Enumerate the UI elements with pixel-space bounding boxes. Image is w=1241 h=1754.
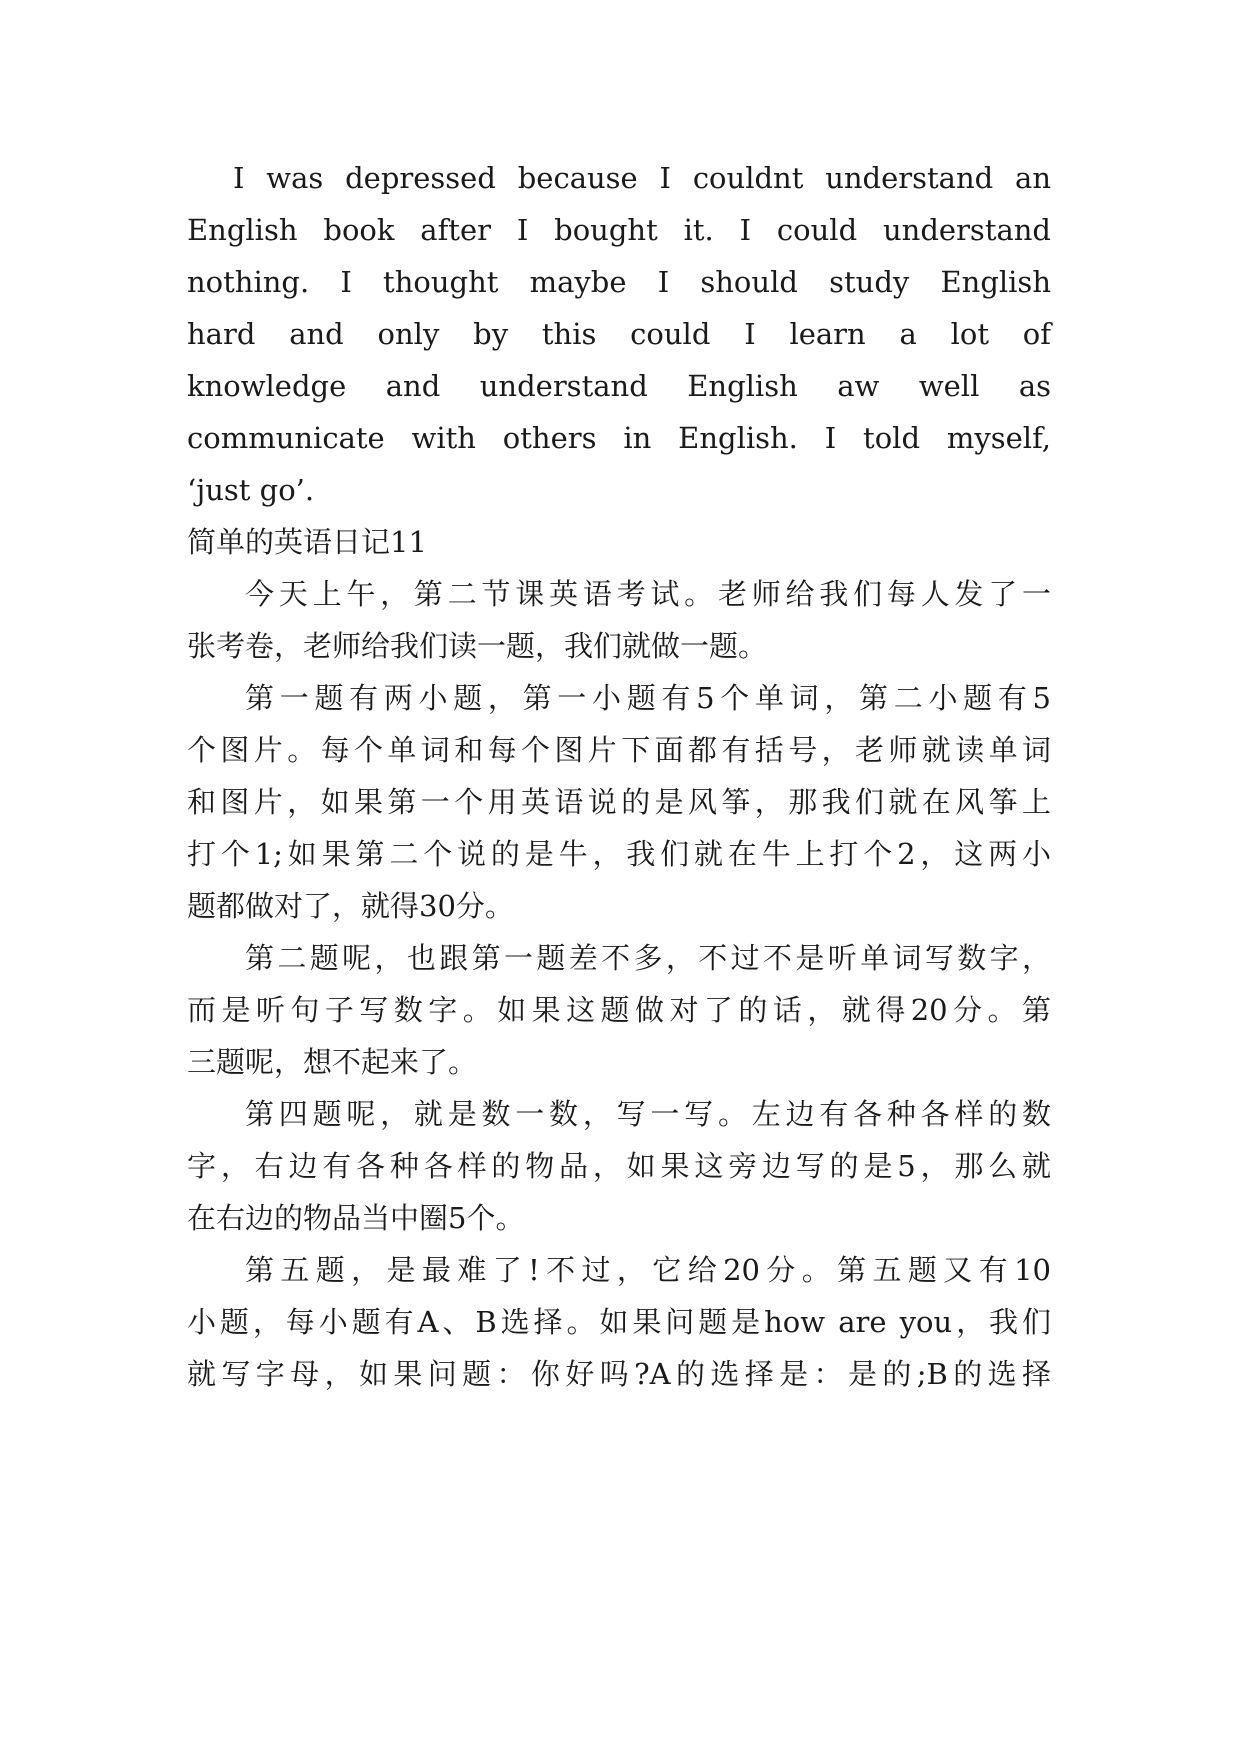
english-line-1: I was depressed because I couldnt understand an	[233, 161, 1051, 195]
paragraph-1-line-1: 今天上午，第二节课英语考试。老师给我们每人发了一	[245, 577, 1051, 611]
paragraph-5-line-3: 就写字母，如果问题：你好吗?A的选择是：是的;B的选择	[187, 1357, 1051, 1391]
paragraph-5-line-2: 小题，每小题有A、B选择。如果问题是how are you，我们	[187, 1305, 1051, 1339]
english-line-5: knowledge and understand English aw well as	[187, 369, 1051, 403]
paragraph-2-line-4: 打个1;如果第二个说的是牛，我们就在牛上打个2，这两小	[187, 837, 1051, 871]
paragraph-2-line-5: 题都做对了，就得30分。	[187, 889, 514, 923]
paragraph-4-line-1: 第四题呢，就是数一数，写一写。左边有各种各样的数	[245, 1097, 1051, 1131]
paragraph-2-line-3: 和图片，如果第一个用英语说的是风筝，那我们就在风筝上	[187, 785, 1051, 819]
paragraph-4-line-3: 在右边的物品当中圈5个。	[187, 1201, 525, 1235]
english-line-6: communicate with others in English. I told myself,	[187, 421, 1051, 455]
english-line-3: nothing. I thought maybe I should study English	[187, 265, 1051, 299]
section-heading: 简单的英语日记11	[187, 525, 427, 559]
paragraph-3-line-2: 而是听句子写数字。如果这题做对了的话，就得20分。第	[187, 993, 1051, 1027]
paragraph-5-line-1: 第五题，是最难了!不过，它给20分。第五题又有10	[245, 1253, 1051, 1287]
paragraph-2-line-2: 个图片。每个单词和每个图片下面都有括号，老师就读单词	[187, 733, 1051, 767]
paragraph-3-line-1: 第二题呢，也跟第一题差不多，不过不是听单词写数字，	[245, 941, 1051, 975]
paragraph-1-line-2: 张考卷，老师给我们读一题，我们就做一题。	[187, 629, 768, 663]
paragraph-3-line-3: 三题呢，想不起来了。	[187, 1045, 478, 1079]
paragraph-2-line-1: 第一题有两小题，第一小题有5个单词，第二小题有5	[245, 681, 1051, 715]
english-line-7: ‘just go’.	[187, 473, 315, 507]
paragraph-4-line-2: 字，右边有各种各样的物品，如果这旁边写的是5，那么就	[187, 1149, 1051, 1183]
english-line-2: English book after I bought it. I could understand	[187, 213, 1051, 247]
english-line-4: hard and only by this could I learn a lot of	[187, 317, 1051, 351]
